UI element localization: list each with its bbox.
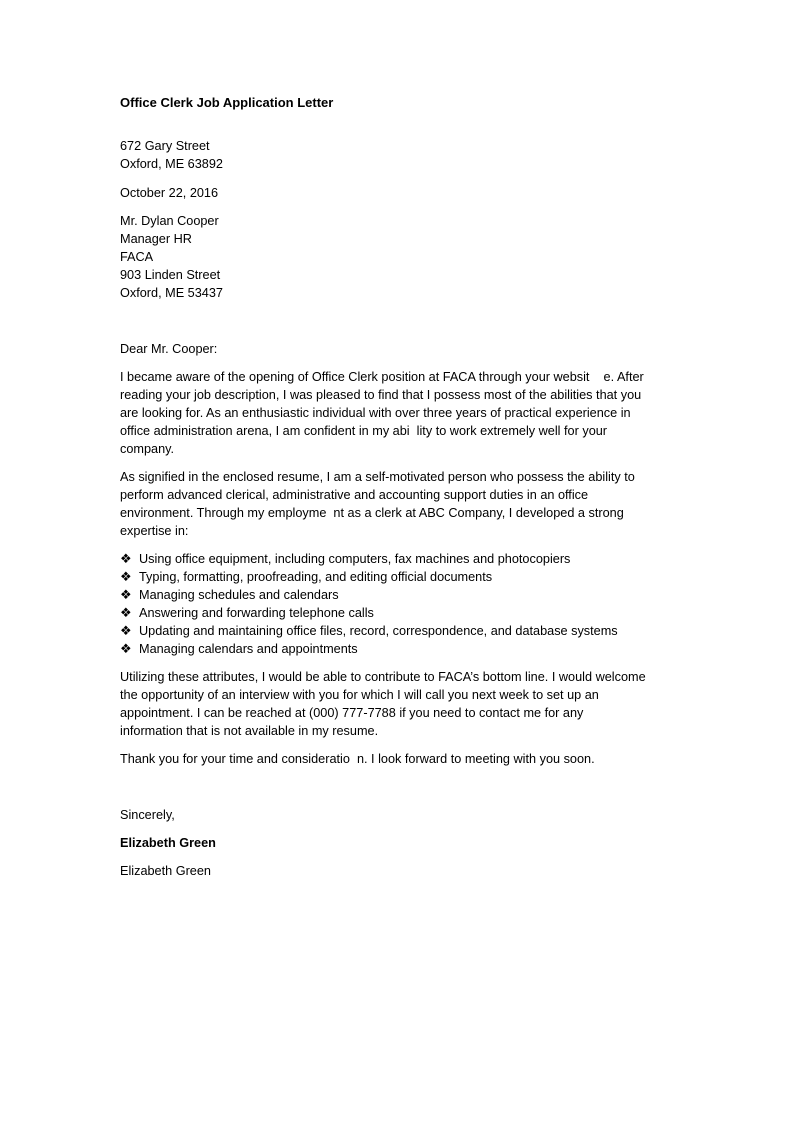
paragraph-line: expertise in: (120, 524, 189, 538)
paragraph-line: the opportunity of an interview with you for which I will call you next week to set up an (120, 688, 599, 702)
paragraph-line: I became aware of the opening of Office Clerk position at FACA through your websit e. After (120, 370, 644, 384)
recipient-title: Manager HR (120, 232, 192, 246)
diamond-bullet-icon: ❖ (120, 624, 132, 639)
sender-city: Oxford, ME 63892 (120, 157, 223, 171)
list-item (120, 640, 668, 658)
list-item-text: Managing calendars and appointments (139, 642, 358, 656)
diamond-bullet-icon: ❖ (120, 552, 132, 567)
list-item (120, 550, 668, 568)
list-item-text: Using office equipment, including computers, fax machines and photocopiers (139, 552, 571, 566)
paragraph-4 (120, 750, 668, 768)
document-title: Office Clerk Job Application Letter (120, 95, 334, 110)
list-item-text: Answering and forwarding telephone calls (139, 606, 374, 620)
paragraph-line: Thank you for your time and consideratio n. I look forward to meeting with you soon. (120, 752, 595, 766)
sender-street: 672 Gary Street (120, 139, 210, 153)
diamond-bullet-icon: ❖ (120, 606, 132, 621)
paragraph-line: office administration arena, I am confident in my abi lity to work extremely well for your (120, 424, 608, 438)
diamond-bullet-icon: ❖ (120, 642, 132, 657)
recipient-name: Mr. Dylan Cooper (120, 214, 219, 228)
list-item (120, 604, 668, 622)
list-item (120, 568, 668, 586)
recipient-city: Oxford, ME 53437 (120, 286, 223, 300)
paragraph-line: perform advanced clerical, administrative and accounting support duties in an office (120, 488, 589, 502)
sender-address (120, 137, 668, 173)
list-item (120, 586, 668, 604)
signature-bold-name: Elizabeth Green (120, 836, 216, 850)
salutation: Dear Mr. Cooper: (120, 342, 218, 356)
letter-date: October 22, 2016 (120, 186, 219, 200)
paragraph-2 (120, 468, 668, 540)
paragraph-line: environment. Through my employme nt as a clerk at ABC Company, I developed a strong (120, 506, 624, 520)
paragraph-3 (120, 668, 668, 740)
letter-body (120, 94, 668, 880)
recipient-company: FACA (120, 250, 154, 264)
paragraph-line: are looking for. As an enthusiastic individual with over three years of practical experience in (120, 406, 631, 420)
recipient-address (120, 212, 668, 302)
recipient-street: 903 Linden Street (120, 268, 221, 282)
closing: Sincerely, (120, 808, 175, 822)
paragraph-line: reading your job description, I was pleased to find that I possess most of the abilities that you (120, 388, 642, 402)
list-item-text: Updating and maintaining office files, record, correspondence, and database systems (139, 624, 618, 638)
paragraph-line: appointment. I can be reached at (000) 777-7788 if you need to contact me for any (120, 706, 584, 720)
paragraph-1 (120, 368, 668, 458)
list-item-text: Managing schedules and calendars (139, 588, 339, 602)
paragraph-line: Utilizing these attributes, I would be able to contribute to FACA’s bottom line. I would welcome (120, 670, 646, 684)
diamond-bullet-icon: ❖ (120, 588, 132, 603)
paragraph-line: company. (120, 442, 175, 456)
signature-name: Elizabeth Green (120, 864, 211, 878)
list-item-text: Typing, formatting, proofreading, and editing official documents (139, 570, 493, 584)
list-item (120, 622, 668, 640)
paragraph-line: information that is not available in my resume. (120, 724, 379, 738)
diamond-bullet-icon: ❖ (120, 570, 132, 585)
paragraph-line: As signified in the enclosed resume, I am a self-motivated person who possess the ability to (120, 470, 635, 484)
skills-list (120, 550, 668, 658)
